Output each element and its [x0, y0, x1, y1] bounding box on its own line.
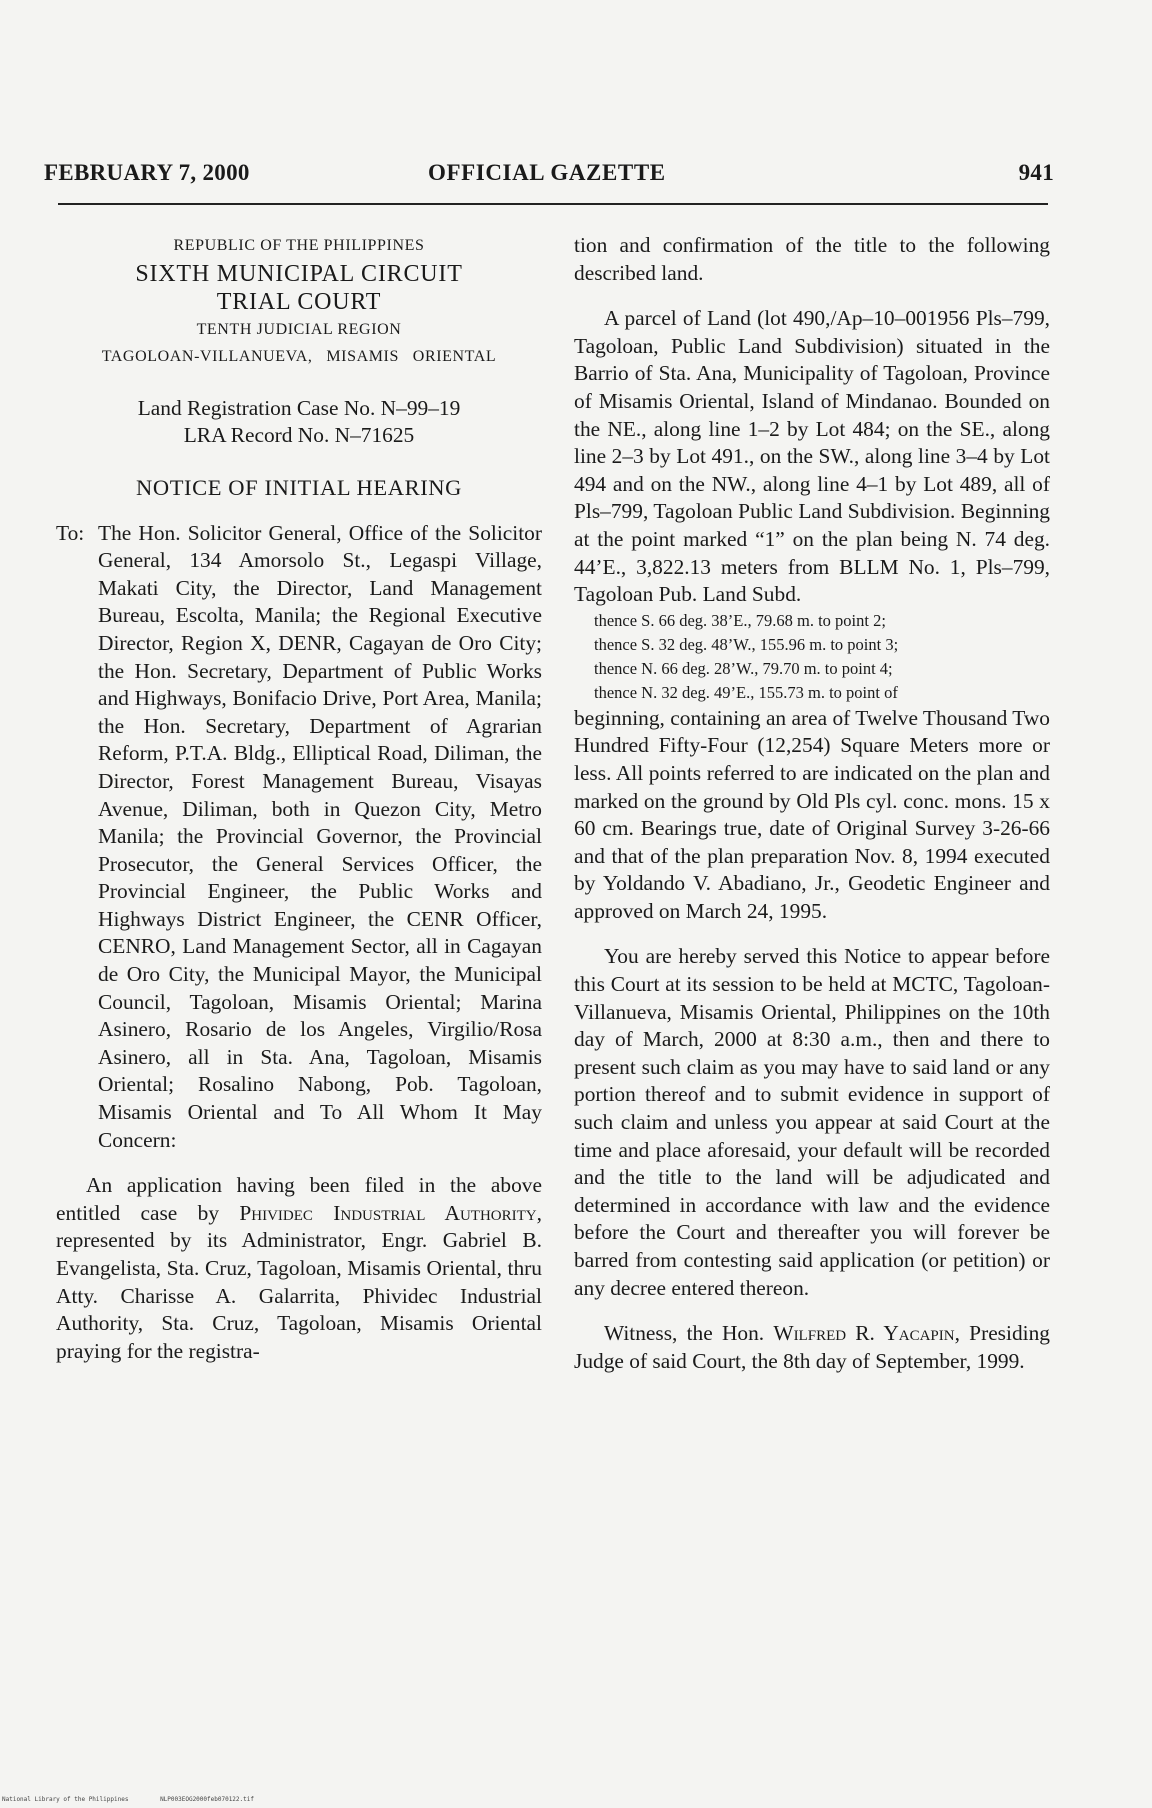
thence-line: thence S. 32 deg. 48’W., 155.96 m. to point 3;: [594, 634, 899, 654]
thence-line: thence N. 32 deg. 49’E., 155.73 m. to point of: [594, 682, 898, 702]
court-name-line1: SIXTH MUNICIPAL CIRCUIT: [135, 260, 463, 287]
lra-record: LRA Record No. N–71625: [183, 423, 415, 448]
scan-footer: [2, 1796, 282, 1803]
application-text-before: An application having been filed in the above entitled case by: [56, 1173, 542, 1225]
notice-title: NOTICE OF INITIAL HEARING: [136, 474, 462, 500]
to-label: To:: [56, 520, 85, 545]
witness-text-after: , Presiding Judge of said Court, the 8th day of September, 1999.: [574, 1321, 1050, 1373]
applicant-name: Phividec Industrial Authority: [239, 1200, 537, 1225]
right-column: [574, 232, 1050, 1375]
continuation-paragraph: tion and confirmation of the title to the following described land.: [574, 233, 1050, 285]
court-name-line2: TRIAL COURT: [216, 288, 382, 315]
footer-file: NLP003EOG2000feb070122.tif: [160, 1796, 254, 1803]
header-rule: [58, 203, 1048, 205]
thence-line: thence S. 66 deg. 38’E., 79.68 m. to point 2;: [594, 610, 886, 630]
parcel-description-end: beginning, containing an area of Twelve Thousand Two Hundred Fifty-Four (12,254) Square Meters more or less. All points referred to are indicated on the plan and marked on the ground by Old Pls cyl. conc. mons. 15 x 60 cm. Bearings true, date of Original Survey 3-26-66 and that of the plan preparation Nov. 8, 1994 executed by Yoldando V. Abadiano, Jr., Geodetic Engineer and approved on March 24, 1995.: [574, 705, 1050, 923]
footer-library: National Library of the Philippines: [2, 1796, 129, 1803]
served-notice-paragraph: You are hereby served this Notice to appear before this Court at its session to be held at MCTC, Tagoloan-Villanueva, Misamis Oriental, Philippines on the 10th day of March, 2000 at 8:30 a.m., then and there to present such claim as you may have to said land or any portion thereof and to submit evidence in support of such claim and unless you appear at said Court at the time and place aforesaid, your default will be recorded and the title to the land will be adjudicated and determined in accordance with law and the evidence before the Court and thereafter you will forever be barred from contesting said application (or petition) or any decree entered thereon.: [574, 944, 1050, 1300]
court-location: TAGOLOAN-VILLANUEVA, MISAMIS ORIENTAL: [101, 348, 497, 366]
witness-text-before: Witness, the Hon.: [604, 1321, 774, 1346]
addressee-list: The Hon. Solicitor General, Office of the Solicitor General, 134 Amorsolo St., Legaspi Village, Makati City, the Director, Land Management Bureau, Escolta, Manila; the Regional Executive Director, Region X, DENR, Cagayan de Oro City; the Hon. Secretary, Department of Public Works and Highways, Bonifacio Drive, Port Area, Manila; the Hon. Secretary, Department of Agrarian Reform, P.T.A. Bldg., Elliptical Road, Diliman, the Director, Forest Management Bureau, Visayas Avenue, Diliman, both in Quezon City, Metro Manila; the Provincial Governor, the Provincial Prosecutor, the General Services Officer, the Provincial Engineer, the Public Works and Highways District Engineer, the CENR Officer, CENRO, Land Management Sector, all in Cagayan de Oro City, the Municipal Mayor, the Municipal Council, Tagoloan, Misamis Oriental; Marina Asinero, Rosario de los Angeles, Virgilio/Rosa Asinero, all in Sta. Ana, Tagoloan, Misamis Oriental; Rosalino Nabong, Pob. Tagoloan, Misamis Oriental and To All Whom It May Concern:: [98, 520, 542, 1152]
application-paragraph: [56, 1172, 542, 1365]
judicial-region: TENTH JUDICIAL REGION: [196, 320, 402, 338]
thence-line: thence N. 66 deg. 28’W., 79.70 m. to point 4;: [594, 658, 893, 678]
left-column: [56, 232, 542, 1365]
application-text-after: , represented by its Administrator, Engr. Gabriel B. Evangelista, Sta. Cruz, Tagoloan, Misamis Oriental, thru Atty. Charisse A. Galarrita, Phividec Industrial Authority, Sta. Cruz, Tagoloan, Misamis Oriental praying for the registra-: [56, 1200, 542, 1363]
header-title: OFFICIAL GAZETTE: [428, 160, 666, 185]
header-date: FEBRUARY 7, 2000: [44, 160, 250, 185]
page-header: [44, 160, 1054, 194]
witness-paragraph: [574, 1320, 1050, 1375]
parcel-description: A parcel of Land (lot 490,/Ap–10–001956 Pls–799, Tagoloan, Public Land Subdivision) situated in the Barrio of Sta. Ana, Municipality of Tagoloan, Province of Misamis Oriental, Island of Mindanao. Bounded on the NE., along line 1–2 by Lot 484; on the SE., along line 2–3 by Lot 491., on the SW., along line 3–4 by Lot 494 and on the NW., along line 4–1 by Lot 489, all of Pls–799, Tagoloan Public Land Subdivision. Beginning at the point marked “1” on the plan being N. 74 deg. 44’E., 3,822.13 meters from BLLM No. 1, Pls–799, Tagoloan Pub. Land Subd.: [574, 306, 1050, 607]
judge-name: Wilfred R. Yacapin: [773, 1321, 955, 1346]
addressee-block: [56, 520, 542, 1155]
land-registration-case: Land Registration Case No. N–99–19: [137, 395, 461, 420]
republic-heading: REPUBLIC OF THE PHILIPPINES: [173, 237, 425, 254]
page-number: 941: [1018, 160, 1054, 185]
